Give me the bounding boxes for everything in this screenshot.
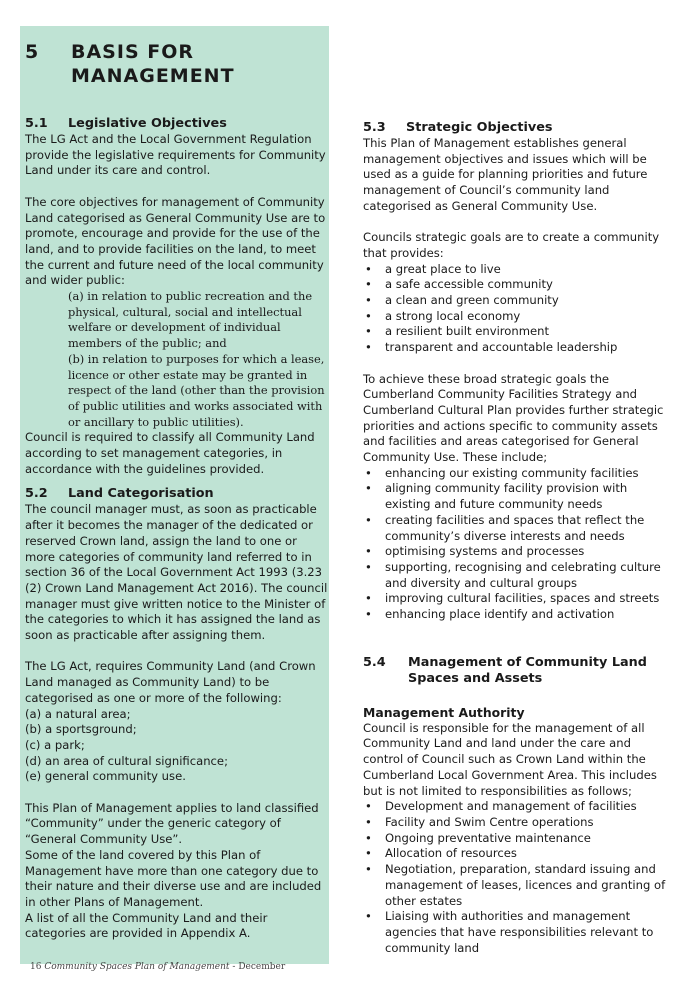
chapter-title-line1: BASIS FOR (71, 41, 194, 63)
list-item: • aligning community facility provision with existing and future community needs (363, 481, 673, 512)
paragraph: The council manager must, as soon as practicable after it becomes the manager of the dedicated or reserved Crown land, assign the land to one or more categories of community land referred to in section 36 of the Local Government Act 1993 (3.23 (2) Crown Land Management Act 2016). The council manager must give written notice to the Minister of the categories to which it has assigned the land as soon as practicable after assigning them. (25, 502, 328, 643)
section-heading-5-4: 5.4 Management of Community Land Spaces and Assets (363, 654, 647, 686)
list-item: (d) an area of cultural significance; (25, 753, 228, 768)
list-item: • Allocation of resources (363, 846, 673, 862)
paragraph: Council is required to classify all Community Land according to set management categories, in accordance with the guidelines provided. (25, 430, 315, 476)
objective-a: (a) in relation to public recreation and the physical, cultural, social and intellectual welfare or development of individual members of the public; and (68, 289, 313, 351)
list-item: • a clean and green community (363, 293, 673, 309)
list-item: • Negotiation, preparation, standard issuing and management of leases, licences and granting of other estates (363, 862, 673, 909)
page-footer: 16 Community Spaces Plan of Management - December (30, 962, 286, 972)
document-month: December (238, 962, 286, 972)
list-item: • enhancing our existing community facilities (363, 466, 673, 482)
list-item: (c) a park; (25, 737, 85, 752)
paragraph: Some of the land covered by this Plan of Management have more than one category due to their nature and their diverse use and are included in other Plans of Management. (25, 847, 322, 909)
list-item: • Ongoing preventative maintenance (363, 831, 673, 847)
paragraph: This Plan of Management applies to land classified “Community” under the generic category of “General Community Use”. (25, 800, 319, 847)
objective-b: (b) in relation to purposes for which a lease, licence or other estate may be granted in respect of the land (other than the provision of public utilities and works associated with or ancillary to public utilities). (68, 351, 325, 429)
list-item: • transparent and accountable leadership (363, 340, 673, 356)
right-column (363, 120, 673, 956)
list-item: • enhancing place identify and activation (363, 607, 673, 623)
paragraph: The core objectives for management of Community Land categorised as General Community Use are to promote, encourage and provide for the use of the land, and to provide facilities on the land, to meet the current and future need of the local community and wider public: (25, 194, 326, 288)
paragraph: To achieve these broad strategic goals the Cumberland Community Facilities Strategy and Cumberland Cultural Plan provides further strategic priorities and actions specific to community assets and facilities and areas categorised for General Community Use. These include; (363, 371, 664, 465)
list-item: • a great place to live (363, 262, 673, 278)
section-heading-5-3: 5.3 Strategic Objectives (363, 120, 553, 135)
list-item: • optimising systems and processes (363, 544, 673, 560)
list-item: • Development and management of facilities (363, 799, 673, 815)
paragraph: This Plan of Management establishes general management objectives and issues which will be used as a guide for planning priorities and future management of Council’s community land categorised as General Community Use. (363, 136, 648, 213)
paragraph: A list of all the Community Land and their categories are provided in Appendix A. (25, 910, 268, 941)
list-item: • a resilient built environment (363, 324, 673, 340)
document-title: Community Spaces Plan of Management (44, 962, 230, 972)
paragraph: The LG Act and the Local Government Regulation provide the legislative requirements for Community Land under its care and control. (25, 132, 326, 178)
paragraph: Councils strategic goals are to create a community that provides: (363, 230, 660, 260)
subheading-management-authority: Management Authority (363, 704, 525, 720)
list-item: • a strong local economy (363, 309, 673, 325)
paragraph: The LG Act, requires Community Land (and Crown Land managed as Community Land) to be categorised as one or more of the following: (25, 659, 316, 705)
chapter-title-line2: MANAGEMENT (71, 65, 235, 87)
paragraph: Council is responsible for the management of all Community Land and land under the care and control of Council such as Crown Land within the Cumberland Local Government Area. This includes but is not limited to responsibilities as follows; (363, 720, 657, 798)
list-item: • creating facilities and spaces that reflect the community’s diverse interests and needs (363, 513, 673, 544)
priorities-list (363, 466, 673, 623)
chapter-number: 5 (25, 41, 40, 63)
list-item: • Liaising with authorities and management agencies that have responsibilities relevant to community land (363, 909, 673, 956)
category-list (25, 707, 329, 786)
list-item: • Facility and Swim Centre operations (363, 815, 673, 831)
section-heading-5-1: 5.1 Legislative Objectives (25, 116, 227, 131)
strategic-goals-list (363, 262, 673, 356)
list-item: • a safe accessible community (363, 277, 673, 293)
responsibilities-list (363, 799, 673, 956)
list-item: (e) general community use. (25, 769, 186, 784)
list-item: (a) a natural area; (25, 706, 131, 721)
list-item: • supporting, recognising and celebrating culture and diversity and cultural groups (363, 560, 673, 591)
list-item: • improving cultural facilities, spaces and streets (363, 591, 673, 607)
page-number: 16 (30, 962, 42, 972)
section-heading-5-2: 5.2 Land Categorisation (25, 486, 214, 502)
list-item: (b) a sportsground; (25, 722, 137, 737)
chapter-heading (25, 40, 329, 88)
left-column (25, 40, 329, 942)
